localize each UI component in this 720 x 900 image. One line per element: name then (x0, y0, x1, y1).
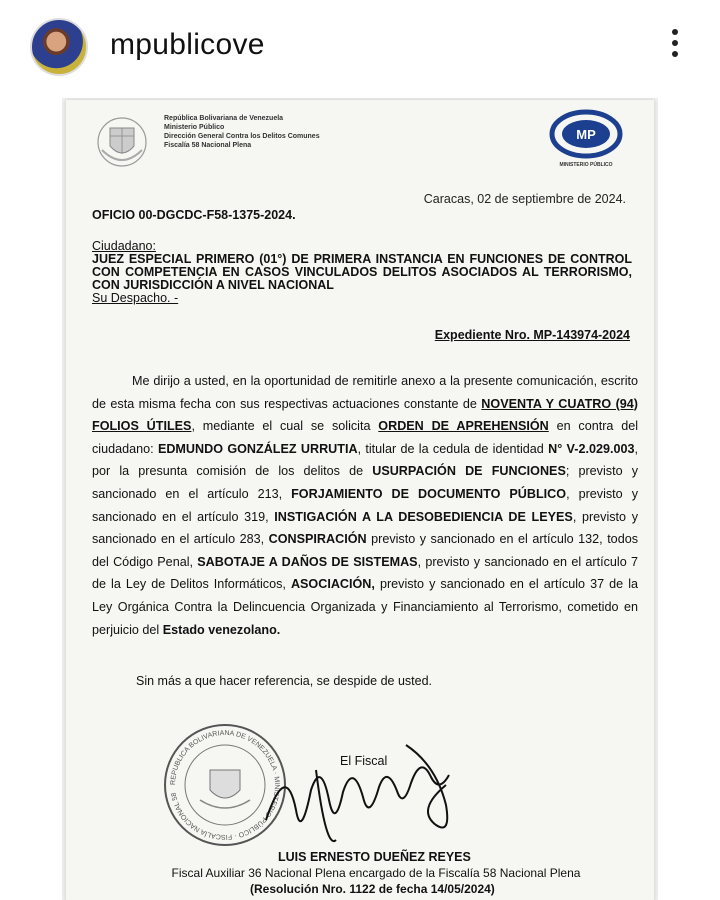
post-image[interactable] (62, 98, 658, 900)
recipient-block (92, 240, 632, 305)
svg-text:REPUBLICA BOLIVARIANA DE VENEZ: REPUBLICA BOLIVARIANA DE VENEZUELA · MINISTERIO PÚBLICO · FISCALÍA NACIONAL 58 (169, 729, 281, 841)
svg-text:MINISTERIO PÚBLICO: MINISTERIO PÚBLICO (559, 162, 613, 168)
resolution-line: (Resolución Nro. 1122 de fecha 14/05/2024) (250, 882, 495, 896)
fiscal-label: El Fiscal (340, 754, 388, 768)
coat-of-arms-icon (94, 110, 150, 170)
svg-text:MP: MP (576, 127, 596, 142)
recipient-name: JUEZ ESPECIAL PRIMERO (01°) DE PRIMERA INSTANCIA EN FUNCIONES DE CONTROL CON COMPETENCIA EN CASOS VINCULADOS DELITOS ASOCIADOS AL TERRORISMO, CON JURISDICCIÓN A NIVEL NACIONAL (92, 252, 632, 292)
expediente-number: Expediente Nro. MP-143974-2024 (434, 328, 630, 342)
despacho: Su Despacho. - (92, 291, 179, 305)
institution-header: República Bolivariana de Venezuela Ministerio Público Dirección General Contra los Delitos Comunes Fiscalía 58 Nacional Plena (164, 115, 320, 149)
document-page (66, 100, 654, 900)
ministerio-publico-logo (546, 106, 626, 170)
handwritten-signature (256, 740, 506, 850)
username[interactable]: mpublicove (110, 28, 265, 61)
signer-name: LUIS ERNESTO DUEÑEZ REYES (278, 850, 471, 864)
post-header (0, 0, 720, 96)
closing-line: Sin más a que hacer referencia, se despide de usted. (136, 674, 433, 688)
oficio-number: OFICIO 00-DGCDC-F58-1375-2024. (92, 208, 296, 222)
document-body: Me dirijo a usted, en la oportunidad de remitirle anexo a la presente comunicación, escrito de esta misma fecha con sus respectivas actuaciones constante de NOVENTA Y CUATRO (94) FOLIOS ÚTILES, mediante el cual se solicita ORDEN DE APREHENSIÓN en contra del ciudadano: EDMUNDO GONZÁLEZ URRUTIA, titular de la cedula de identidad N° V-2.029.003, por la presunta comisión de los delitos de USURPACIÓN DE FUNCIONES; previsto y sancionado en el artículo 213, FORJAMIENTO DE DOCUMENTO PÚBLICO, previsto y sancionado en el artículo 319, INSTIGACIÓN A LA DESOBEDIENCIA DE LEYES, previsto y sancionado en el artículo 283, CONSPIRACIÓN previsto y sancionado en el artículo 132, todos del Código Penal, SABOTAJE A DAÑOS DE SISTEMAS, previsto y sancionado en el artículo 7 de la Ley de Delitos Informáticos, ASOCIACIÓN, previsto y sancionado en el artículo 37 de la Ley Orgánica Contra la Delincuencia Organizada y Financiamiento al Terrorismo, cometido en perjuicio del Estado venezolano. (92, 374, 639, 637)
more-options-icon[interactable] (664, 26, 686, 70)
profile-avatar[interactable] (30, 18, 88, 76)
signer-title: Fiscal Auxiliar 36 Nacional Plena encargado de la Fiscalía 58 Nacional Plena (171, 866, 581, 880)
document-date: Caracas, 02 de septiembre de 2024. (423, 192, 626, 206)
recipient-label: Ciudadano: (92, 239, 156, 253)
